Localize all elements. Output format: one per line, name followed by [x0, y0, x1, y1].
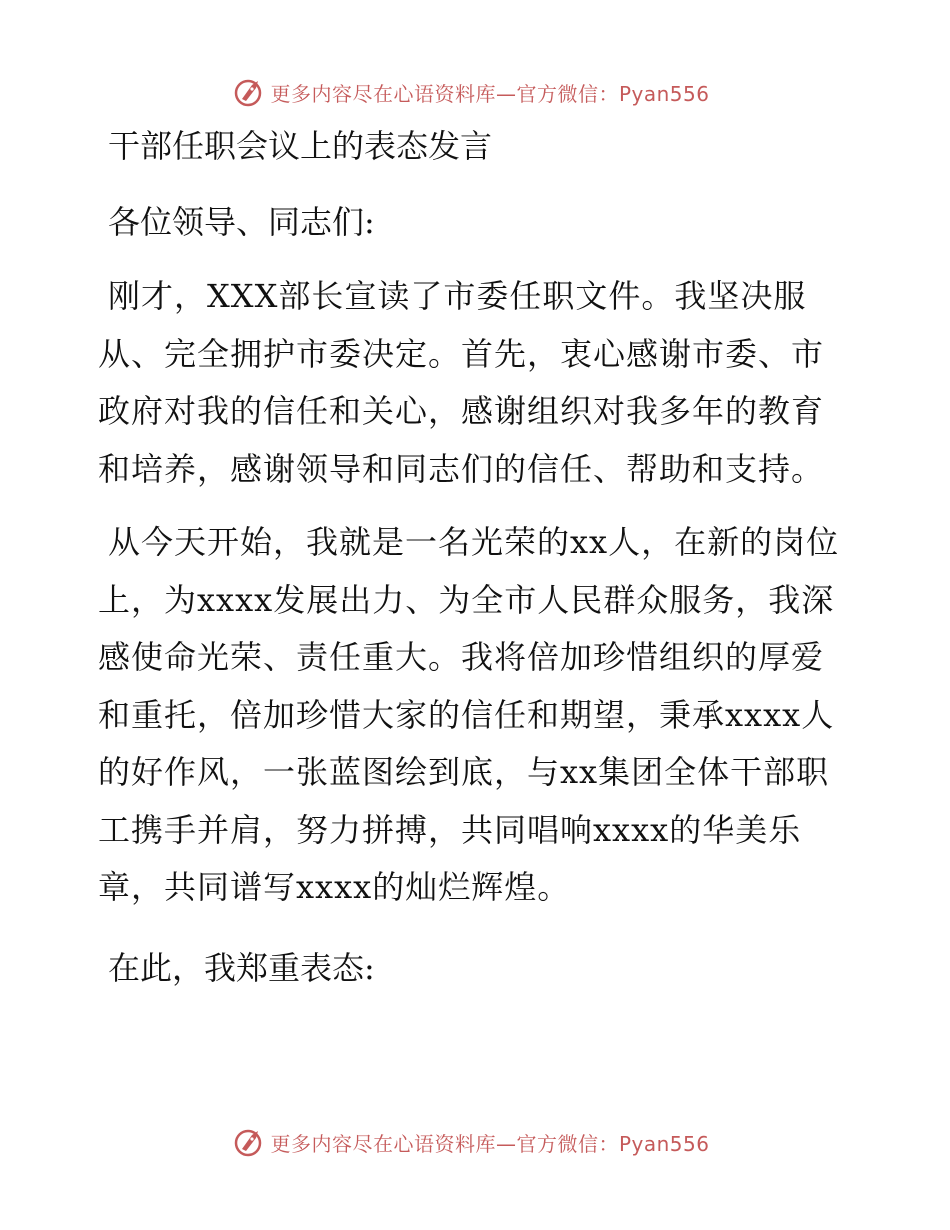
footer-watermark-inner [234, 1127, 709, 1157]
paragraph-3: 在此，我郑重表态: [108, 949, 375, 987]
watermark-separator: — [495, 1131, 517, 1156]
paragraph-2: 从今天开始，我就是一名光荣的xx人，在新的岗位上，为xxxx发展出力、为全市人民群众服务，我深感使命光荣、责任重大。我将倍加珍惜组织的厚爱和重托，倍加珍惜大家的信任和期望，秉承xxxx人的好作风，一张蓝图绘到底，与xx集团全体干部职工携手并肩，努力拼搏，共同唱响xxxx的华美乐章，共同谱写xxxx的灿烂辉煌。 [98, 523, 840, 906]
header-watermark-inner [234, 77, 709, 107]
watermark-text [270, 78, 709, 107]
watermark-site-name: 更多内容尽在心语资料库 [270, 81, 496, 106]
footer-watermark [0, 1122, 950, 1162]
watermark-wechat: 官方微信：Pyan556 [516, 81, 710, 106]
document-title: 干部任职会议上的表态发言 [108, 127, 493, 165]
watermark-separator: — [495, 81, 517, 106]
paragraph-1: 刚才，XXX部长宣读了市委任职文件。我坚决服从、完全拥护市委决定。首先，衷心感谢市委、市政府对我的信任和关心，感谢组织对我多年的教育和培养，感谢领导和同志们的信任、帮助和支持。 [98, 277, 825, 488]
watermark-site-name: 更多内容尽在心语资料库 [270, 1131, 496, 1156]
header-watermark [0, 72, 950, 112]
salutation: 各位领导、同志们: [108, 203, 375, 241]
pen-nib-logo-icon [234, 77, 264, 107]
pen-nib-logo-icon [234, 1127, 264, 1157]
watermark-text [270, 1128, 709, 1157]
watermark-wechat: 官方微信：Pyan556 [516, 1131, 710, 1156]
